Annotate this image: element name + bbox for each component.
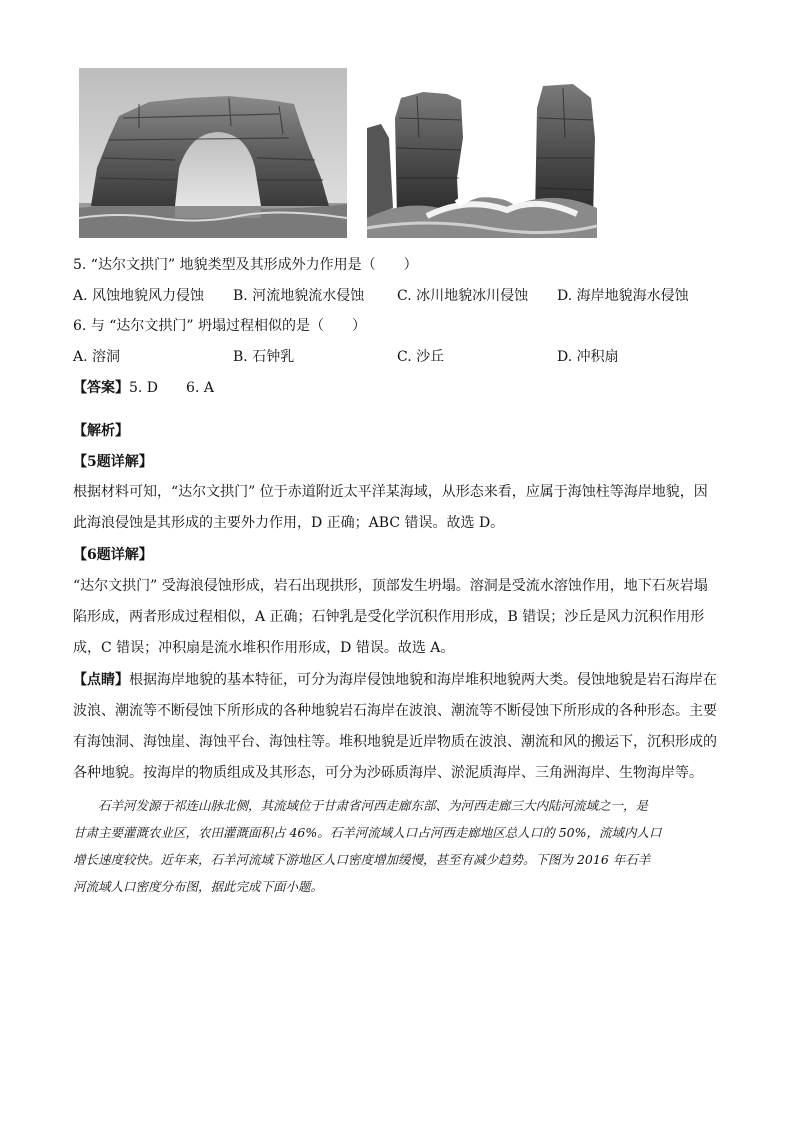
detail-5-line: 此海浪侵蚀是其形成的主要外力作用，D 正确；ABC 错误。故选 D。 [73,515,505,531]
sea-stacks-illustration [367,78,597,238]
question-5-stem: 5. “达尔文拱门” 地貌类型及其形成外力作用是（ ） [73,257,418,273]
detail-5-line: 根据材料可知，“达尔文拱门” 位于赤道附近太平洋某海域，从形态来看，应属于海蚀柱等海岸地貌，因 [73,484,708,500]
tips-line-text: 根据海岸地貌的基本特征，可分为海岸侵蚀地貌和海岸堆积地貌两大类。侵蚀地貌是岩石海岸在 [129,672,717,688]
detail-5-label: 【5题详解】 [73,454,153,470]
detail-5-text [73,477,723,539]
detail-6-line: 成，C 错误；冲积扇是流水堆积作用形成，D 错误。故选 A。 [73,640,455,656]
answer-line [73,378,214,398]
question-6-stem: 6. 与 “达尔文拱门” 坍塌过程相似的是（ ） [73,318,367,334]
tips-label: 【点睛】 [73,672,129,688]
collapsed-arch-photo [367,78,597,238]
analysis-label: 【解析】 [73,423,129,439]
detail-6-line: 陷形成，两者形成过程相似，A 正确；石钟乳是受化学沉积作用形成，B 错误；沙丘是风力沉积作用形 [73,609,705,625]
material-line: 河流域人口密度分布图，据此完成下面小题。 [73,879,324,894]
question-5-option-d: D. 海岸地貌海水侵蚀 [557,288,689,304]
sea-arch-illustration [79,68,347,238]
answer-text: 5. D 6. A [129,380,214,396]
question-5-option-c: C. 冰川地貌冰川侵蚀 [397,288,529,304]
material-text [73,792,729,900]
question-6-option-c: C. 沙丘 [397,349,445,365]
question-6-option-b: B. 石钟乳 [233,349,295,365]
question-5-option-a: A. 风蚀地貌风力侵蚀 [73,288,205,304]
material-line: 甘肃主要灌溉农业区，农田灌溉面积占 46%。石羊河流域人口占河西走廊地区总人口的 50%，流域内人口 [73,825,662,840]
sea-arch-photo [79,68,347,238]
question-6-option-a: A. 溶洞 [73,349,121,365]
tips-line: 波浪、潮流等不断侵蚀下所形成的各种地貌岩石海岸在波浪、潮流等不断侵蚀下所形成的各种形态。主要 [73,703,717,719]
tips-line [73,665,723,696]
material-line: 石羊河发源于祁连山脉北侧，其流域位于甘肃省河西走廊东部、为河西走廊三大内陆河流域之一，是 [73,798,649,813]
detail-6-line: “达尔文拱门” 受海浪侵蚀形成，岩石出现拱形，顶部发生坍塌。溶洞是受流水溶蚀作用，地下石灰岩塌 [73,578,708,594]
answer-label: 【答案】 [73,380,129,396]
detail-6-text [73,571,723,664]
material-line: 增长速度较快。近年来，石羊河流域下游地区人口密度增加缓慢，甚至有减少趋势。下图为 2016 年石羊 [73,852,651,867]
tips-line: 有海蚀洞、海蚀崖、海蚀平台、海蚀柱等。堆积地貌是近岸物质在波浪、潮流和风的搬运下，沉积形成的 [73,734,717,750]
question-6-option-d: D. 冲积扇 [557,349,619,365]
tips-line: 各种地貌。按海岸的物质组成及其形态，可分为沙砾质海岸、淤泥质海岸、三角洲海岸、生物海岸等。 [73,765,703,781]
tips-text [73,665,723,789]
detail-6-label: 【6题详解】 [73,547,153,563]
question-5-option-b: B. 河流地貌流水侵蚀 [233,288,365,304]
